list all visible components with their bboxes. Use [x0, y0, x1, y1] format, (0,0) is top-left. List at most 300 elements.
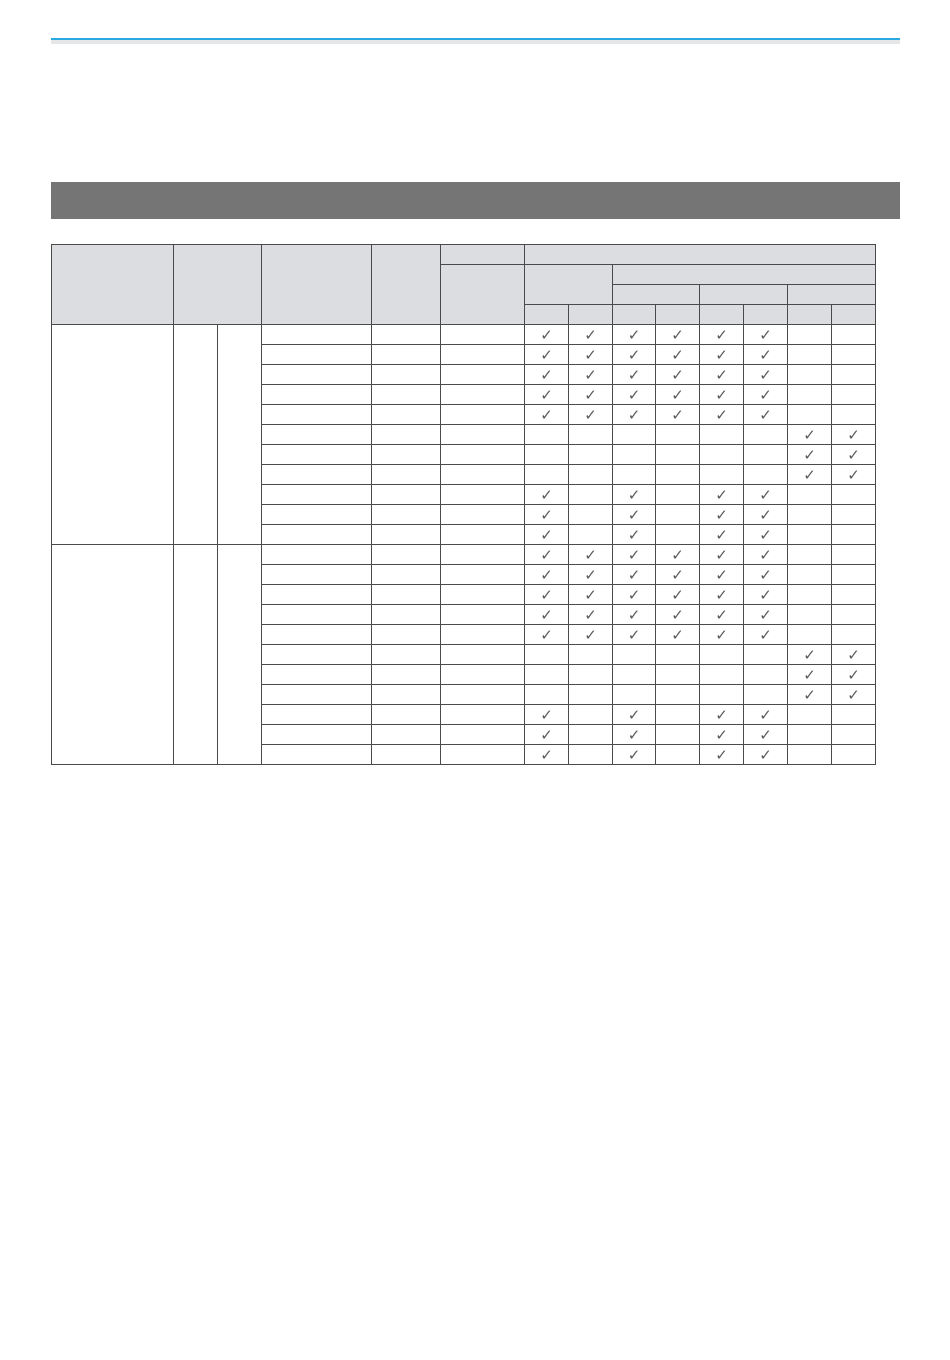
header-cell-col-3 — [613, 305, 656, 325]
compat-cell — [832, 625, 876, 645]
mode-cell — [441, 685, 525, 705]
check-mark-icon: ✓ — [803, 425, 816, 444]
check-mark-icon: ✓ — [540, 705, 553, 724]
compat-cell — [569, 645, 613, 665]
check-mark-icon: ✓ — [584, 605, 597, 624]
check-mark-icon: ✓ — [803, 665, 816, 684]
value-cell — [372, 405, 441, 425]
compat-cell — [788, 465, 832, 485]
check-mark-icon: ✓ — [671, 605, 684, 624]
mode-cell — [441, 345, 525, 365]
check-mark-icon: ✓ — [627, 625, 641, 644]
check-mark-icon: ✓ — [715, 585, 728, 604]
item-cell — [262, 545, 372, 565]
check-mark-icon: ✓ — [715, 345, 728, 364]
header-cell-col-5 — [700, 305, 744, 325]
compat-cell — [525, 525, 569, 545]
compat-cell — [744, 345, 788, 365]
check-mark-icon: ✓ — [627, 505, 641, 524]
compat-cell — [569, 665, 613, 685]
check-mark-icon: ✓ — [759, 365, 772, 384]
header-cell-compat-b3 — [788, 285, 876, 305]
compat-cell — [613, 545, 656, 565]
compat-cell — [525, 445, 569, 465]
check-mark-icon: ✓ — [540, 405, 553, 424]
check-mark-icon: ✓ — [847, 425, 860, 444]
check-mark-icon: ✓ — [584, 625, 597, 644]
compat-cell — [569, 445, 613, 465]
compat-cell — [744, 745, 788, 765]
mode-cell — [441, 325, 525, 345]
check-mark-icon: ✓ — [627, 365, 641, 384]
compat-cell — [613, 685, 656, 705]
mode-cell — [441, 425, 525, 445]
compat-cell — [613, 485, 656, 505]
compat-cell — [569, 425, 613, 445]
compat-cell — [700, 465, 744, 485]
item-cell — [262, 625, 372, 645]
compat-cell — [700, 325, 744, 345]
subgroup-cell-b — [218, 545, 262, 765]
header-cell-col-2 — [569, 305, 613, 325]
check-mark-icon: ✓ — [671, 385, 684, 404]
compat-cell — [744, 725, 788, 745]
compat-cell — [700, 365, 744, 385]
check-mark-icon: ✓ — [759, 325, 772, 344]
header-cell-subgroup — [174, 245, 262, 325]
compat-cell — [700, 585, 744, 605]
compat-cell — [525, 605, 569, 625]
header-cell-group — [52, 245, 174, 325]
check-mark-icon: ✓ — [671, 625, 684, 644]
compat-cell — [569, 545, 613, 565]
check-mark-icon: ✓ — [584, 345, 597, 364]
value-cell — [372, 385, 441, 405]
check-mark-icon: ✓ — [671, 565, 684, 584]
compat-cell — [569, 325, 613, 345]
compat-cell — [700, 425, 744, 445]
check-mark-icon: ✓ — [715, 605, 728, 624]
compat-cell — [744, 425, 788, 445]
value-cell — [372, 725, 441, 745]
value-cell — [372, 465, 441, 485]
compat-cell — [613, 405, 656, 425]
value-cell — [372, 505, 441, 525]
compat-cell — [656, 465, 700, 485]
header-rule — [51, 38, 900, 44]
item-cell — [262, 745, 372, 765]
compat-cell — [832, 585, 876, 605]
item-cell — [262, 365, 372, 385]
compat-cell — [700, 685, 744, 705]
compat-cell — [569, 585, 613, 605]
check-mark-icon: ✓ — [715, 325, 728, 344]
compat-cell — [744, 605, 788, 625]
compat-cell — [700, 725, 744, 745]
value-cell — [372, 365, 441, 385]
compat-cell — [744, 625, 788, 645]
compat-cell — [656, 525, 700, 545]
compat-cell — [613, 385, 656, 405]
compat-cell — [569, 685, 613, 705]
check-mark-icon: ✓ — [715, 545, 728, 564]
compat-cell — [656, 685, 700, 705]
item-cell — [262, 425, 372, 445]
check-mark-icon: ✓ — [803, 685, 816, 704]
table-row — [52, 545, 876, 565]
item-cell — [262, 405, 372, 425]
compat-cell — [788, 505, 832, 525]
compat-cell — [656, 545, 700, 565]
value-cell — [372, 445, 441, 465]
compat-cell — [700, 565, 744, 585]
compat-cell — [700, 445, 744, 465]
compat-cell — [569, 745, 613, 765]
compat-cell — [613, 445, 656, 465]
value-cell — [372, 545, 441, 565]
compat-cell — [744, 645, 788, 665]
check-mark-icon: ✓ — [847, 685, 860, 704]
compat-cell — [744, 465, 788, 485]
compat-cell — [569, 725, 613, 745]
compat-cell — [832, 705, 876, 725]
compat-cell — [788, 585, 832, 605]
compat-cell — [656, 385, 700, 405]
compat-cell — [656, 405, 700, 425]
compat-cell — [788, 625, 832, 645]
compat-cell — [788, 365, 832, 385]
check-mark-icon: ✓ — [847, 665, 860, 684]
value-cell — [372, 525, 441, 545]
compat-cell — [525, 545, 569, 565]
check-mark-icon: ✓ — [759, 705, 772, 724]
compat-cell — [788, 745, 832, 765]
compat-cell — [656, 445, 700, 465]
value-cell — [372, 345, 441, 365]
check-mark-icon: ✓ — [540, 525, 553, 544]
mode-cell — [441, 645, 525, 665]
compat-cell — [700, 705, 744, 725]
compat-cell — [613, 525, 656, 545]
check-mark-icon: ✓ — [627, 325, 641, 344]
mode-cell — [441, 665, 525, 685]
compatibility-table — [51, 244, 876, 765]
compat-cell — [656, 565, 700, 585]
check-mark-icon: ✓ — [715, 405, 728, 424]
check-mark-icon: ✓ — [759, 625, 772, 644]
compat-cell — [788, 645, 832, 665]
check-mark-icon: ✓ — [540, 345, 553, 364]
check-mark-icon: ✓ — [584, 385, 597, 404]
group-label-cell — [52, 545, 174, 765]
compat-cell — [656, 485, 700, 505]
compat-cell — [569, 465, 613, 485]
subgroup-cell-a — [174, 545, 218, 765]
compat-cell — [656, 505, 700, 525]
compat-cell — [613, 585, 656, 605]
compat-cell — [613, 665, 656, 685]
item-cell — [262, 685, 372, 705]
compat-cell — [832, 345, 876, 365]
check-mark-icon: ✓ — [584, 585, 597, 604]
check-mark-icon: ✓ — [627, 545, 641, 564]
value-cell — [372, 625, 441, 645]
header-cell-col-8 — [832, 305, 876, 325]
compat-cell — [569, 385, 613, 405]
check-mark-icon: ✓ — [759, 345, 772, 364]
check-mark-icon: ✓ — [540, 545, 553, 564]
check-mark-icon: ✓ — [759, 725, 772, 744]
check-mark-icon: ✓ — [584, 365, 597, 384]
compat-cell — [613, 505, 656, 525]
check-mark-icon: ✓ — [671, 325, 684, 344]
value-cell — [372, 685, 441, 705]
check-mark-icon: ✓ — [715, 565, 728, 584]
check-mark-icon: ✓ — [540, 585, 553, 604]
check-mark-icon: ✓ — [584, 545, 597, 564]
compat-cell — [788, 525, 832, 545]
compat-cell — [744, 705, 788, 725]
compat-cell — [525, 485, 569, 505]
item-cell — [262, 465, 372, 485]
mode-cell — [441, 745, 525, 765]
compat-cell — [656, 725, 700, 745]
compat-cell — [744, 565, 788, 585]
check-mark-icon: ✓ — [759, 385, 772, 404]
subgroup-cell-b — [218, 325, 262, 545]
compat-cell — [613, 365, 656, 385]
compat-cell — [656, 745, 700, 765]
compat-cell — [700, 645, 744, 665]
compat-cell — [525, 565, 569, 585]
header-cell-compat — [525, 245, 876, 265]
check-mark-icon: ✓ — [671, 345, 684, 364]
value-cell — [372, 325, 441, 345]
check-mark-icon: ✓ — [847, 445, 860, 464]
compat-cell — [525, 685, 569, 705]
compat-cell — [832, 385, 876, 405]
compat-cell — [569, 485, 613, 505]
compat-cell — [832, 685, 876, 705]
compat-cell — [832, 745, 876, 765]
check-mark-icon: ✓ — [584, 325, 597, 344]
header-cell-value — [372, 245, 441, 325]
compat-cell — [569, 565, 613, 585]
mode-cell — [441, 505, 525, 525]
mode-cell — [441, 605, 525, 625]
compat-cell — [744, 545, 788, 565]
compat-cell — [613, 345, 656, 365]
compat-cell — [832, 405, 876, 425]
compat-cell — [525, 725, 569, 745]
check-mark-icon: ✓ — [540, 565, 553, 584]
section-title-bar — [51, 182, 900, 219]
check-mark-icon: ✓ — [540, 325, 553, 344]
compat-cell — [613, 465, 656, 485]
compat-cell — [832, 545, 876, 565]
check-mark-icon: ✓ — [759, 485, 772, 504]
value-cell — [372, 605, 441, 625]
compat-cell — [832, 505, 876, 525]
header-cell-mode — [441, 245, 525, 265]
check-mark-icon: ✓ — [627, 345, 641, 364]
check-mark-icon: ✓ — [759, 585, 772, 604]
check-mark-icon: ✓ — [759, 405, 772, 424]
compat-cell — [744, 445, 788, 465]
compat-cell — [788, 725, 832, 745]
check-mark-icon: ✓ — [540, 505, 553, 524]
check-mark-icon: ✓ — [759, 565, 772, 584]
compat-cell — [788, 345, 832, 365]
compat-cell — [569, 525, 613, 545]
compat-cell — [788, 405, 832, 425]
compat-cell — [700, 525, 744, 545]
check-mark-icon: ✓ — [715, 705, 728, 724]
check-mark-icon: ✓ — [847, 645, 860, 664]
check-mark-icon: ✓ — [627, 525, 641, 544]
value-cell — [372, 705, 441, 725]
compat-cell — [744, 665, 788, 685]
compat-cell — [656, 345, 700, 365]
mode-cell — [441, 485, 525, 505]
compat-cell — [613, 565, 656, 585]
compat-cell — [700, 545, 744, 565]
item-cell — [262, 485, 372, 505]
compat-cell — [569, 625, 613, 645]
mode-cell — [441, 705, 525, 725]
check-mark-icon: ✓ — [627, 485, 641, 504]
value-cell — [372, 485, 441, 505]
check-mark-icon: ✓ — [627, 705, 641, 724]
compat-cell — [569, 605, 613, 625]
item-cell — [262, 525, 372, 545]
compat-cell — [832, 365, 876, 385]
compat-cell — [832, 525, 876, 545]
header-rule-shadow — [51, 40, 900, 44]
group-label-cell — [52, 325, 174, 545]
value-cell — [372, 425, 441, 445]
check-mark-icon: ✓ — [671, 545, 684, 564]
compat-cell — [700, 345, 744, 365]
value-cell — [372, 645, 441, 665]
compat-cell — [788, 685, 832, 705]
compat-cell — [744, 685, 788, 705]
item-cell — [262, 445, 372, 465]
compat-cell — [569, 365, 613, 385]
check-mark-icon: ✓ — [627, 745, 641, 764]
mode-cell — [441, 525, 525, 545]
value-cell — [372, 665, 441, 685]
compat-cell — [613, 645, 656, 665]
compat-cell — [656, 365, 700, 385]
compat-cell — [700, 485, 744, 505]
compat-cell — [832, 465, 876, 485]
compat-cell — [700, 605, 744, 625]
item-cell — [262, 705, 372, 725]
compat-cell — [525, 365, 569, 385]
compat-cell — [832, 645, 876, 665]
item-cell — [262, 605, 372, 625]
check-mark-icon: ✓ — [540, 625, 553, 644]
mode-cell — [441, 465, 525, 485]
check-mark-icon: ✓ — [715, 525, 728, 544]
compat-cell — [656, 705, 700, 725]
compat-cell — [569, 705, 613, 725]
compat-cell — [832, 485, 876, 505]
compat-cell — [656, 605, 700, 625]
check-mark-icon: ✓ — [584, 565, 597, 584]
check-mark-icon: ✓ — [540, 365, 553, 384]
compat-cell — [525, 405, 569, 425]
header-cell-col-4 — [656, 305, 700, 325]
compat-cell — [832, 565, 876, 585]
compat-cell — [569, 505, 613, 525]
mode-cell — [441, 565, 525, 585]
compat-cell — [788, 485, 832, 505]
check-mark-icon: ✓ — [671, 405, 684, 424]
compat-cell — [788, 605, 832, 625]
compat-cell — [525, 665, 569, 685]
compat-cell — [525, 385, 569, 405]
compat-cell — [788, 325, 832, 345]
check-mark-icon: ✓ — [715, 385, 728, 404]
compat-cell — [613, 625, 656, 645]
compat-cell — [525, 465, 569, 485]
item-cell — [262, 325, 372, 345]
mode-cell — [441, 725, 525, 745]
compat-cell — [744, 585, 788, 605]
compat-cell — [613, 325, 656, 345]
item-cell — [262, 565, 372, 585]
compat-cell — [613, 705, 656, 725]
mode-cell — [441, 365, 525, 385]
check-mark-icon: ✓ — [759, 505, 772, 524]
item-cell — [262, 585, 372, 605]
compat-cell — [656, 325, 700, 345]
check-mark-icon: ✓ — [803, 445, 816, 464]
compat-cell — [525, 705, 569, 725]
check-mark-icon: ✓ — [847, 465, 860, 484]
compat-cell — [832, 665, 876, 685]
table-body — [52, 325, 876, 765]
check-mark-icon: ✓ — [803, 645, 816, 664]
check-mark-icon: ✓ — [715, 505, 728, 524]
mode-cell — [441, 545, 525, 565]
header-cell-item — [262, 245, 372, 325]
check-mark-icon: ✓ — [584, 405, 597, 424]
check-mark-icon: ✓ — [715, 745, 728, 764]
compat-cell — [656, 425, 700, 445]
mode-cell — [441, 585, 525, 605]
compat-cell — [525, 745, 569, 765]
header-cell-col-1 — [525, 305, 569, 325]
check-mark-icon: ✓ — [540, 485, 553, 504]
check-mark-icon: ✓ — [715, 485, 728, 504]
compat-cell — [613, 725, 656, 745]
check-mark-icon: ✓ — [715, 365, 728, 384]
compat-cell — [744, 485, 788, 505]
check-mark-icon: ✓ — [540, 385, 553, 404]
mode-cell — [441, 445, 525, 465]
value-cell — [372, 565, 441, 585]
compat-cell — [700, 505, 744, 525]
compat-cell — [788, 445, 832, 465]
compat-cell — [525, 505, 569, 525]
compat-cell — [700, 385, 744, 405]
table-header — [52, 245, 876, 325]
compat-cell — [613, 745, 656, 765]
compat-cell — [700, 665, 744, 685]
